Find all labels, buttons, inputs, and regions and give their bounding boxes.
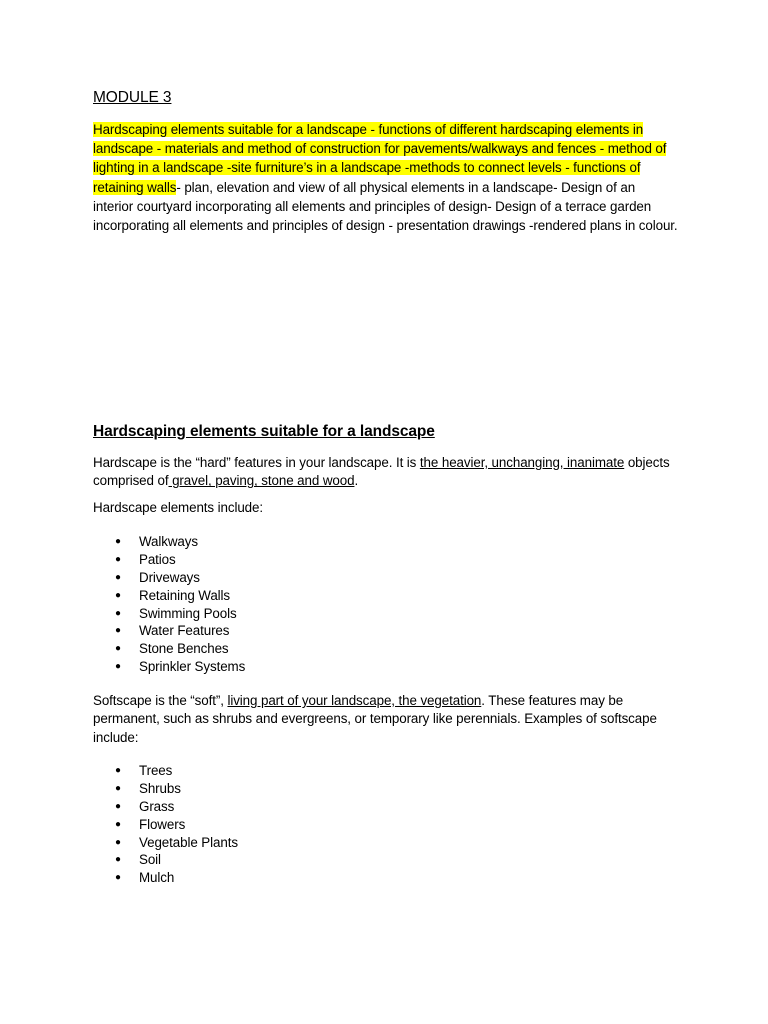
hardscape-text-3: . [354,473,359,489]
list-item-label: Driveways [139,569,200,585]
bullet-icon: ● [115,800,121,812]
syllabus-text: - plan, elevation and view of all physical elements in a landscape- Design of an interior courtyard incorporating all elements and principles of design- Design of a terrace garden incorporating all elements and principles of design - presentation drawings -rendered plans in colour. [93,179,678,234]
hardscape-list-intro: Hardscape elements include: [93,500,263,515]
bullet-icon: ● [115,536,121,547]
list-item-label: Patios [139,551,176,567]
list-item-label: Stone Benches [139,641,229,657]
softscape-definition-paragraph [93,692,678,747]
list-item [93,834,238,852]
list-item [93,551,245,569]
list-item [93,762,238,780]
softscape-underlined-1: living part of your landscape, the vegetation [227,693,482,708]
bullet-icon: ● [115,872,121,884]
list-item [93,798,238,816]
list-item-label: Water Features [139,623,230,639]
list-item-label: Trees [139,763,173,778]
bullet-icon: ● [115,553,121,565]
bullet-icon: ● [115,661,121,673]
list-item-label: Grass [139,798,175,814]
list-item-label: Retaining Walls [139,587,231,603]
hardscape-text-1: Hardscape is the “hard” features in your landscape. It is [93,455,420,470]
list-item [93,605,245,623]
list-item [93,816,238,834]
bullet-icon: ● [115,836,121,848]
highlighted-syllabus-text: Hardscaping elements suitable for a landscape - functions of different hardscaping elements in landscape - materials and method of construction for pavements/walkways and fences - method of lighting in a landscape -site furniture’s in a landscape -methods to connect levels - functions of retaining walls [93,122,667,195]
list-item [93,658,245,676]
list-item [93,780,238,798]
list-item-label: Sprinkler Systems [139,659,246,675]
list-item-label: Swimming Pools [139,605,237,621]
softscape-text-2: . These features may be permanent, such as shrubs and evergreens, or temporary like perennials. Examples of softscape include: [93,693,657,745]
bullet-icon: ● [115,818,121,830]
module-title: MODULE 3 [93,89,172,106]
bullet-icon: ● [115,589,121,601]
list-item-label: Mulch [139,870,175,886]
list-item [93,622,245,640]
section-heading: Hardscaping elements suitable for a landscape [93,423,435,440]
softscape-list [93,762,238,887]
list-item-label: Shrubs [139,780,181,796]
hardscape-underlined-1: the heavier, unchanging, inanimate [419,455,625,470]
bullet-icon: ● [115,571,121,583]
list-item-label: Walkways [139,534,198,549]
hardscape-list [93,533,245,676]
hardscape-underlined-2: gravel, paving, stone and wood [168,473,355,489]
softscape-text-1: Softscape is the “soft”, [93,693,228,708]
bullet-icon: ● [115,607,121,619]
list-item-label: Vegetable Plants [139,834,238,850]
bullet-icon: ● [115,854,121,866]
list-item [93,640,245,658]
list-item [93,851,238,869]
bullet-icon: ● [115,625,121,637]
bullet-icon: ● [115,643,121,655]
list-item [93,533,245,551]
list-item [93,587,245,605]
list-item-label: Soil [139,852,161,868]
list-item [93,869,238,887]
bullet-icon: ● [115,782,121,794]
list-item-label: Flowers [139,816,186,832]
hardscape-text-2: objects comprised of [93,455,670,489]
bullet-icon: ● [115,765,121,776]
list-item [93,569,245,587]
hardscape-definition-paragraph [93,454,678,491]
module-syllabus-paragraph [93,120,678,235]
